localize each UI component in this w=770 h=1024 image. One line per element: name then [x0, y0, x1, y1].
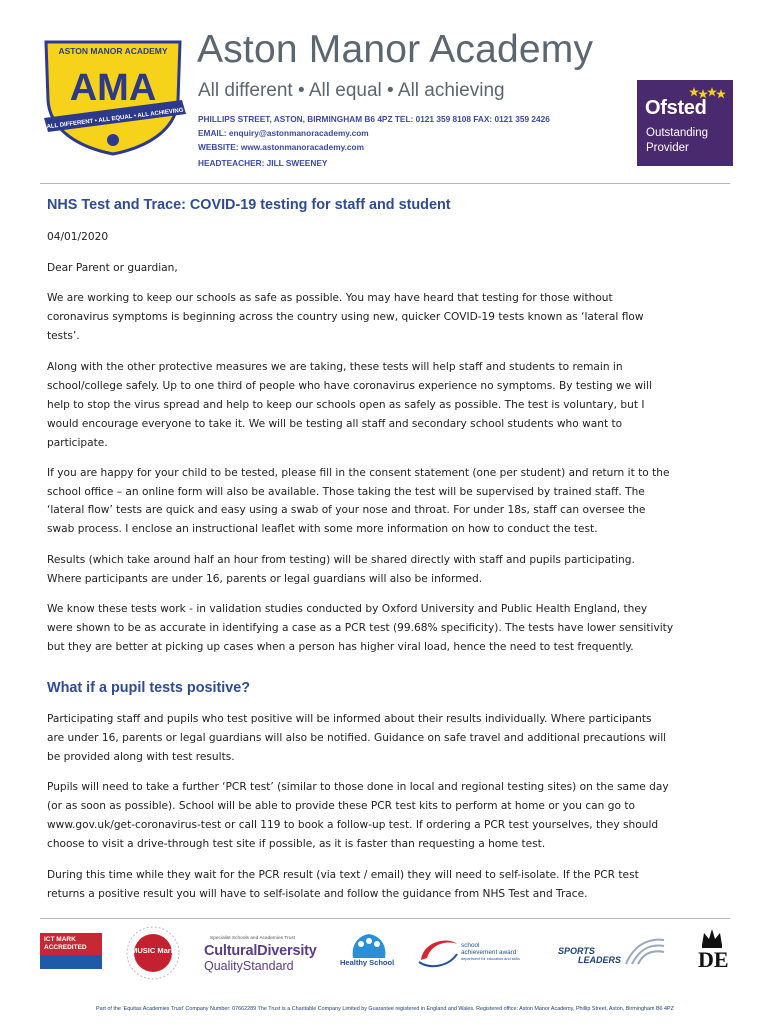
- paragraph-3-line: swab process. I enclose an instructional leaflet with some more information on how to conduct the test.: [47, 523, 598, 535]
- paragraph-5-line: were shown to be as accurate in identifying a case as a PCR test (99.68% specificity). The tests have lower sensitivity: [47, 622, 674, 634]
- cultural-qs-text: QualityStandard: [204, 959, 294, 973]
- healthy-school-text: Healthy School: [340, 958, 395, 967]
- healthy-school-icon: [339, 932, 399, 960]
- paragraph-6-line: are under 16, parents or legal guardians will also be notified. Guidance on safe travel and additional precautions will: [47, 732, 667, 744]
- crest-initials: AMA: [69, 67, 157, 109]
- paragraph-8-line: returns a positive result you will have to self-isolate and follow the guidance from NHS Test and Trace.: [47, 888, 588, 900]
- de-text: DE: [698, 947, 729, 972]
- footer-note: Part of the ‘Equitas Academies Trust’ Company Number: 07662289 The Trust is a Charitable Company Limited by Guarantee registered in England and Wales. Registered office: Aston Manor Academy, Phillip Street, Aston, Birmingham B6 4PZ: [96, 1006, 674, 1012]
- letter-title: NHS Test and Trace: COVID-19 testing for staff and student: [47, 197, 451, 213]
- cultural-small-text: Specialist Schools and Academies Trust: [210, 936, 296, 941]
- ofsted-title: Ofsted: [645, 97, 707, 119]
- letter-date: 04/01/2020: [47, 231, 109, 243]
- paragraph-2-line: participate.: [47, 437, 108, 449]
- paragraph-7-line: (or as soon as possible). School will be able to provide these PCR test kits to perform at home or you can go to: [47, 800, 635, 812]
- duke-of-edinburgh-logo: [690, 925, 734, 975]
- ict-mark-text: ICT MARK ACCREDITED: [40, 933, 102, 955]
- crown-icon: [690, 925, 734, 949]
- paragraph-7-line: www.gov.uk/get-coronavirus-test or call 119 to book a follow-up test. If ordering a PCR test yourselves, they should: [47, 819, 659, 831]
- sports-text: SPORTS: [558, 946, 595, 956]
- ofsted-provider: Provider: [646, 142, 689, 154]
- website-line[interactable]: WEBSITE: www.astonmanoracademy.com: [198, 142, 364, 152]
- crest-top-text: ASTON MANOR ACADEMY: [58, 46, 168, 56]
- paragraph-5-line: We know these tests work - in validation studies conducted by Oxford University and Public Health England, they: [47, 603, 648, 615]
- paragraph-3-line: ‘lateral flow’ tests are quick and easy using a swab of your nose and throat. For under 18s, staff can oversee the: [47, 504, 646, 516]
- header-divider: [40, 183, 730, 184]
- paragraph-2-line: Along with the other protective measures we are taking, these tests will help staff and students to remain in: [47, 361, 623, 373]
- music-mark-logo: [113, 925, 193, 981]
- school-crest: [40, 36, 186, 156]
- paragraph-6-line: be provided along with test results.: [47, 751, 235, 763]
- achievement-text-1: school: [461, 942, 480, 949]
- cultural-big-text: CulturalDiversity: [204, 943, 317, 959]
- achievement-award-logo: [417, 932, 545, 972]
- music-mark-text: MUSIC Mark: [131, 946, 175, 955]
- paragraph-3-line: If you are happy for your child to be tested, please fill in the consent statement (one per student) and return it to the: [47, 467, 670, 479]
- ofsted-badge: [637, 80, 733, 166]
- email-line[interactable]: EMAIL: enquiry@astonmanoracademy.com: [198, 128, 369, 138]
- ict-mark-logo: [40, 933, 102, 971]
- paragraph-4-line: Results (which take around half an hour from testing) will be shared directly with staff and pupils participating.: [47, 554, 635, 566]
- cultural-diversity-logo: [204, 936, 334, 972]
- paragraph-2-line: school/college safely. Up to one third of people who have coronavirus experience no symptoms. By testing we will: [47, 380, 653, 392]
- school-name: Aston Manor Academy: [197, 28, 594, 71]
- letter-greeting: Dear Parent or guardian,: [47, 262, 178, 274]
- school-motto: All different • All equal • All achieving: [198, 80, 505, 101]
- paragraph-1-line: tests’.: [47, 330, 80, 342]
- paragraph-8-line: During this time while they wait for the PCR result (via text / email) they will need to self-isolate. If the PCR test: [47, 869, 639, 881]
- crest-banner-text: ALL DIFFERENT • ALL EQUAL • ALL ACHIEVING: [46, 107, 184, 131]
- paragraph-5-line: but they are better at picking up cases when a person has higher viral load, hence the need to test frequently.: [47, 641, 634, 653]
- paragraph-2-line: would encourage everyone to take it. We will be testing all staff and secondary school students who want to: [47, 418, 623, 430]
- paragraph-1-line: We are working to keep our schools as safe as possible. You may have heard that testing for those without: [47, 292, 613, 304]
- headteacher-line: HEADTEACHER: JILL SWEENEY: [198, 158, 328, 168]
- footer-divider: [40, 918, 730, 919]
- paragraph-2-line: help to stop the virus spread and help to keep our schools open as safely as possible. The test is voluntary, but I: [47, 399, 645, 411]
- paragraph-6-line: Participating staff and pupils who test positive will be informed about their results individually. Where participants: [47, 713, 652, 725]
- section-heading: What if a pupil tests positive?: [47, 680, 251, 696]
- achievement-text-3: department for education and skills: [461, 957, 520, 961]
- address-line: PHILLIPS STREET, ASTON, BIRMINGHAM B6 4PZ TEL: 0121 359 8108 FAX: 0121 359 2426: [198, 114, 550, 124]
- leaders-text: LEADERS: [578, 955, 622, 965]
- achievement-text-2: achievement award: [461, 949, 517, 956]
- paragraph-7-line: Pupils will need to take a further ‘PCR test’ (similar to those done in local and regional testing sites) on the same day: [47, 781, 669, 793]
- swoosh-icon: [417, 932, 461, 972]
- paragraph-4-line: Where participants are under 16, parents or legal guardians will also be informed.: [47, 573, 483, 585]
- ict-mark-strip: [40, 955, 102, 969]
- sports-leaders-logo: [556, 934, 668, 970]
- ofsted-outstanding: Outstanding: [646, 127, 709, 139]
- squirrel-icon: [107, 134, 119, 146]
- paragraph-7-line: choose to visit a drive-through test site if possible, as it is faster than requesting a home test.: [47, 838, 546, 850]
- paragraph-3-line: school office – an online form will also be available. Those taking the test will be supervised by trained staff. The: [47, 486, 645, 498]
- healthy-school-logo: [339, 932, 399, 972]
- paragraph-1-line: coronavirus symptoms is beginning across the country using new, quicker COVID-19 tests known as ‘lateral flow: [47, 311, 644, 323]
